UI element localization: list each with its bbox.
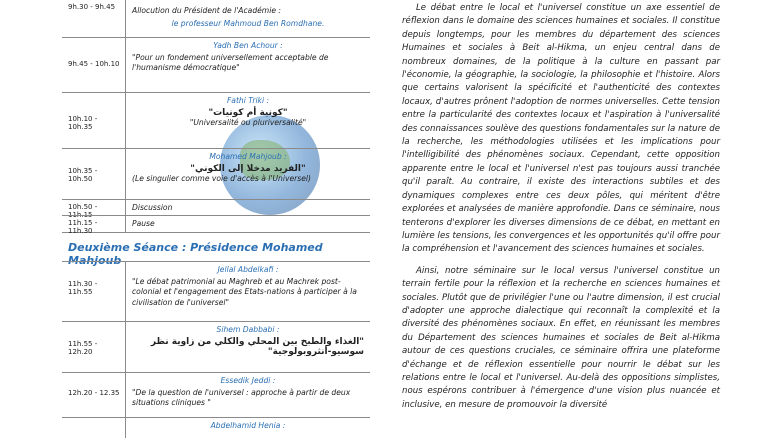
- talk-title-arabic: "كونية أم كونيات": [208, 108, 288, 118]
- discussion-label: Discussion: [132, 203, 173, 212]
- pause-label: Pause: [132, 219, 155, 228]
- schedule-row: [62, 261, 370, 321]
- schedule-row: [62, 92, 370, 148]
- time-slot: [62, 418, 126, 438]
- time-slot: 9h.45 - 10h.10: [62, 38, 126, 92]
- speaker-name: Jellal Abdelkafi :: [217, 265, 279, 274]
- time-slot: 11h.55 - 12h.20: [62, 322, 126, 372]
- time-slot: 9h.30 - 9h.45: [62, 0, 126, 37]
- talk-title: "Pour un fondement universellement acceptable de l'humanisme démocratique": [132, 53, 329, 73]
- speaker-name: Sihem Dabbabi :: [216, 325, 280, 334]
- opening-label: Allocution du Président de l'Académie :: [132, 6, 281, 15]
- opening-speaker: le professeur Mahmoud Ben Romdhane.: [171, 19, 325, 29]
- schedule-row: [62, 321, 370, 372]
- talk-title-arabic: "الفريد مدخلا إلى الكوني": [190, 164, 306, 174]
- time-slot: 10h.10 - 10h.35: [62, 93, 126, 148]
- speaker-name: Essedik Jeddi :: [220, 376, 276, 385]
- schedule-row: [62, 215, 370, 235]
- schedule-row: [62, 37, 370, 92]
- time-slot: 10h.35 - 10h.50: [62, 149, 126, 199]
- speaker-name: Abdelhamid Henia :: [210, 421, 286, 430]
- schedule-row: [62, 0, 370, 37]
- speaker-name: Yadh Ben Achour :: [213, 41, 283, 50]
- intro-paragraph: Le débat entre le local et l'universel constitue un axe essentiel de réflexion dans le domaine des sciences humaines et sociales. Il constitue depuis longtemps, pour les membres du département des sciences Humaines et sociales à Beit al-Hikma, un enjeu central dans de nombreux domaines, de la politique à la culture en passant par l'économie, la géographie, la sociologie, la philosophie et l'histoire. Alors que certains valorisent la spécificité et l'authenticité des contextes locaux, d'autres prônent l'adoption de normes universelles. Cette tension entre la particularité des contextes locaux et l'aspiration à l'universalité des connaissances soulève des questions fondamentales sur la nature de la recherche, les méthodologies utilisées et les implications pour l'intelligibilité des phénomènes sociaux. Cependant, cette opposition apparente entre le local et l'universel n'est pas toujours aussi tranchée qu'il paraît. Au contraire, il existe des interactions subtiles et des dynamiques complexes entre ces deux pôles, qui méritent d'être explorées et analysées de manière approfondie. Dans ce séminaire, nous tenterons d'explorer les diverses dimensions de ce débat, en mettant en lumière les tensions, les convergences et les opportunités qu'il offre pour la compréhension et l'avancement des sciences humaines et sociales.: [402, 3, 720, 255]
- talk-title: "De la question de l'universel : approche à partir de deux situations cliniques ": [132, 388, 351, 408]
- speaker-name: Mohamed Mahjoub :: [209, 152, 287, 161]
- speaker-name: Fathi Triki :: [226, 96, 270, 105]
- session-heading: Deuxième Séance : Présidence Mohamed Mahjoub: [62, 232, 370, 261]
- time-slot: 12h.20 - 12.35: [62, 373, 126, 417]
- intro-paragraph: Ainsi, notre séminaire sur le local versus l'universel constitue un terrain fertile pour la réflexion et la recherche en sciences humaines et sociales. Plutôt que de privilégier l'une ou l'autre dimension, il est crucial d'adopter une approche dialectique qui reconnaît la complexité et la diversité des phénomènes sociaux. En effet, en réunissant les membres du Département des sciences humaines et sociales de Beit al-Hikma autour de ces questions cruciales, ce séminaire offrira une plateforme d'échange et de réflexion essentielle pour nourrir le débat sur les relations entre le local et l'universel. Au-delà des oppositions simplistes, nous espérons contribuer à l'émergence d'une vision plus nuancée et inclusive, en mesure de promouvoir la diversité: [402, 265, 720, 410]
- schedule-row: [62, 372, 370, 417]
- intro-text-column: [402, 2, 720, 412]
- talk-title: "Le débat patrimonial au Maghreb et au Machrek post-colonial et l'engagement des Etats-nations à participer à la civilisation de l'universel": [132, 277, 357, 307]
- program-schedule: [62, 0, 370, 438]
- time-slot: 11h.30 - 11h.55: [62, 262, 126, 321]
- schedule-row: [62, 199, 370, 219]
- talk-title: (Le singulier comme voie d'accès à l'Universel): [132, 174, 311, 183]
- talk-title-arabic: "الغذاء والطبخ بين المحلي والكلي من زاوية نظر سوسيو-أنثروبولوجية": [150, 337, 364, 357]
- schedule-row: [62, 148, 370, 199]
- talk-title: "Universalité ou pluriversalité": [189, 118, 307, 127]
- schedule-row: [62, 417, 370, 438]
- time-slot: 11h.15 - 11h.30: [62, 216, 126, 232]
- time-slot: 10h.50 - 11h.15: [62, 200, 126, 215]
